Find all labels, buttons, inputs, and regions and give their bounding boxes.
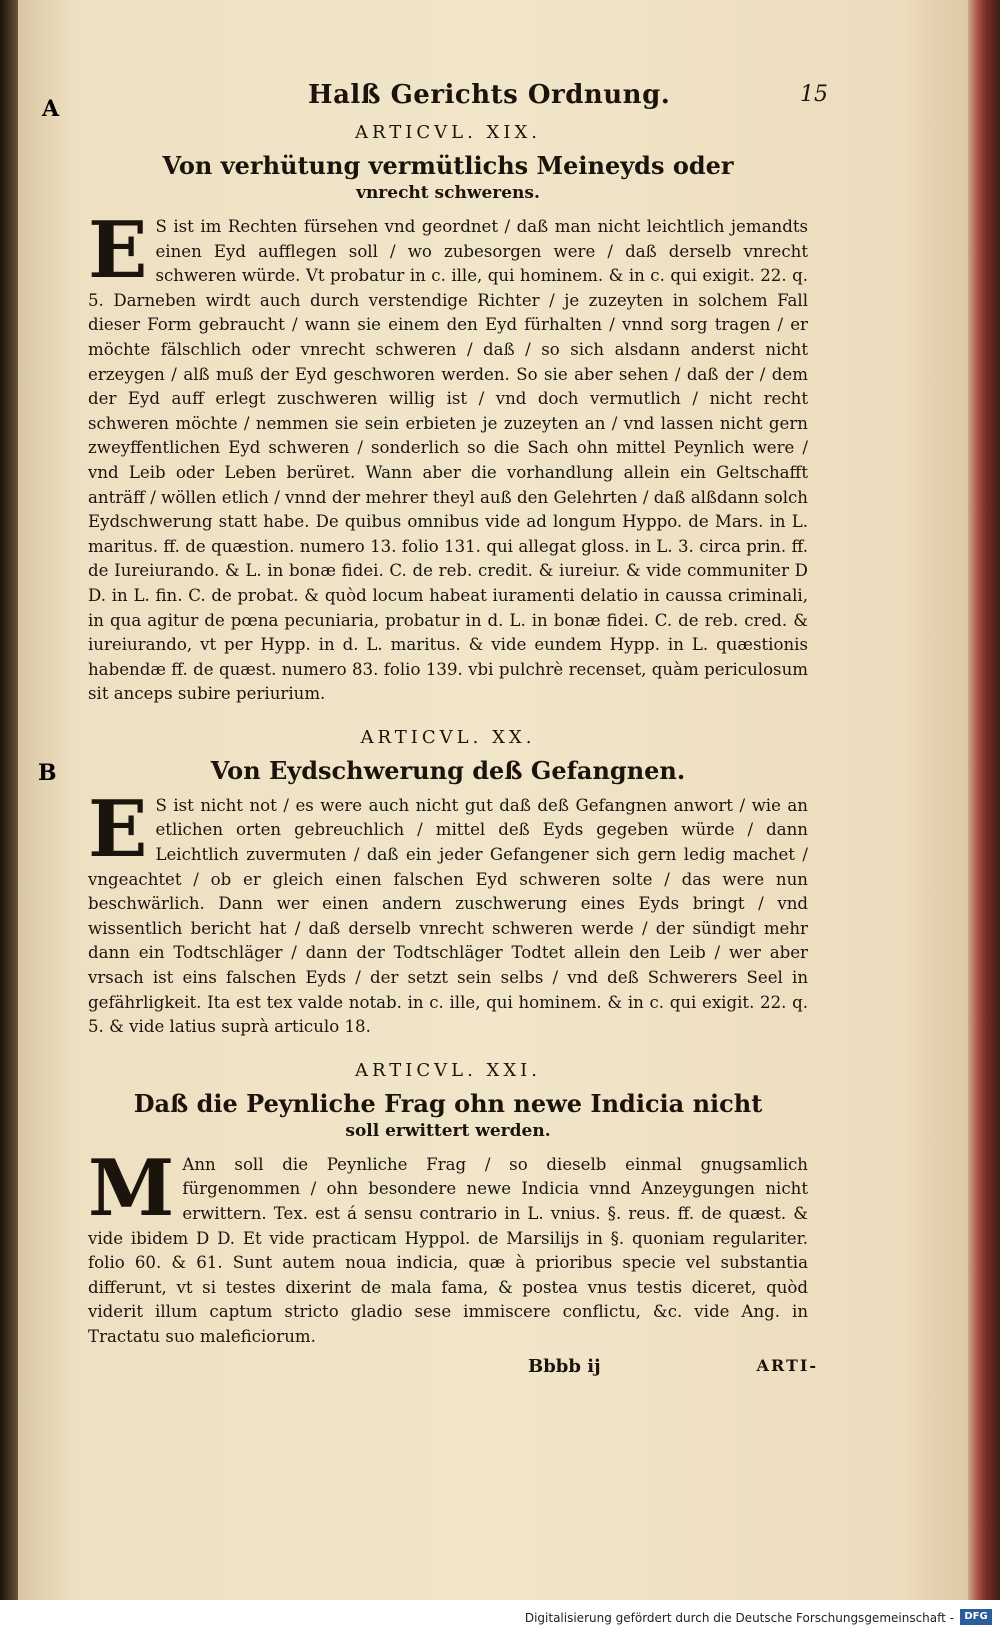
next-page-catchword: ARTI- (756, 1355, 818, 1375)
dropcap-e: E (88, 205, 148, 296)
article-body-21: Ann soll die Peynliche Frag / so dieselb einmal gnugsamlich fürgenommen / ohn besondere newe Indicia vnnd Anzeygungen nicht erwittern. Tex. est á sensu contrario in L. vnius. §. reus. ff. de quæst. & vide ibidem D D. Et vide practicam Hyppol. de Marsilijs in §. quoniam regulariter. folio 60. & 61. Sunt autem noua indicia, quæ à prioribus specie vel substantia differunt, vt si testes dixerint de mala fama, & postea vnus testis diceret, quòd viderit illum captum stricto gladio sese immiscere conflictu, &c. vide Ang. in Tractatu suo maleficiorum. (88, 1154, 808, 1346)
dropcap-e: E (88, 783, 148, 875)
article-label-19: ARTICVL. XIX. (355, 122, 541, 143)
article-text-20 (88, 783, 808, 1040)
article-text-19 (88, 205, 808, 707)
article-label-20: ARTICVL. XX. (360, 726, 536, 748)
catchwords (88, 1355, 818, 1386)
book-page (18, 0, 976, 1600)
footer-bar (0, 1600, 1000, 1635)
dfg-logo: DFG (960, 1609, 992, 1625)
signature-catchword: Bbbb ij (528, 1355, 601, 1377)
footer-credit: Digitalisierung gefördert durch die Deutsche Forschungsgemeinschaft - (524, 1611, 954, 1625)
article-title-19: Von verhütung vermütlichs Meineyds oder (162, 151, 734, 180)
article-body-19: S ist im Rechten fürsehen vnd geordnet / daß man nicht leichtlich jemandts einen Eyd aufflegen soll / wo zubesorgen were / daß derselb vnrecht schweren würde. Vt probatur in c. ille, qui hominem. & in c. qui exigit. 22. q. 5. Darneben wirdt auch durch verstendige Richter / je zuzeyten in solchem Fall dieser Form gebraucht / wann sie einem den Eyd fürhalten / vnnd sorg tragen / er möchte fälschlich oder vnrecht schweren / daß / so sich alsdann anderst nicht erzeygen / alß muß der Eyd geschworen werden. So sie aber sehen / daß der / dem der Eyd auff erlegt zuschweren willig ist / vnd doch vermutlich / nicht recht schweren möchte / nemmen sie sein erbieten je zuzeyten an / vnd lassen nicht gern zweyffentlichen Eyd schweren / sonderlich so die Sach ohn mittel Peynlich were / vnd Leib oder Leben berüret. Wann aber die vorhandlung allein ein Geltschafft anträff / wöllen etlich / vnnd der mehrer theyl auß den Gelehrten / daß alßdann solch Eydschwerung statt habe. De quibus omnibus vide ad longum Hyppo. de Mars. in L. maritus. ff. de quæstion. numero 13. folio 131. qui allegat gloss. in L. 3. circa prin. ff. de Iureiurando. & L. in bonæ fidei. C. de reb. credit. & iureiur. & vide communiter D D. in L. fin. C. de probat. & quòd locum habeat iuramenti delatio in caussa criminali, in qua agitur de pœna pecuniaria, probatur in d. L. in bonæ fidei. C. de reb. cred. & iureiurando, vt per Hypp. in d. L. maritus. & vide eundem Hypp. in L. quæstionis habendæ ff. de quæst. numero 83. folio 139. vbi pulchrè recenset, quàm periculosum sit anceps subire periurium. (88, 217, 808, 704)
article-label-21: ARTICVL. XXI. (355, 1059, 541, 1081)
article-body-20: S ist nicht not / es were auch nicht gut daß deß Gefangnen anwort / wie an etlichen orten gebreuchlich / mittel deß Eyds gegeben würde / dann Leichtlich zuvermuten / daß ein jeder Gefangener sich gern ledig machet / vngeachtet / ob er gleich einen falschen Eyd schweren solte / das were nun beschwärlich. Dann wer einen andern zuschwerung eines Eyds bringt / vnd wissentlich bericht hat / daß derselb vnrecht schweren werde / der sündigt mehr dann ein Todtschläger / dann der Todtschläger Todtet allein den Leib / wer aber vrsach ist eins falschen Eyds / der setzt sein selbs / vnd deß Schwerers Seel in gefährligkeit. Ita est tex valde notab. in c. ille, qui hominem. & in c. qui exigit. 22. q. 5. & vide latius suprà articulo 18. (88, 795, 808, 1037)
signature-mark-a: A (42, 96, 60, 122)
page-edge-fore (968, 0, 1000, 1635)
signature-mark-b: B (38, 760, 57, 786)
article-title-20: Von Eydschwerung deß Gefangnen. (210, 755, 686, 785)
article-text-21 (88, 1142, 808, 1350)
page-content (88, 80, 828, 1386)
article-subtitle-19: vnrecht schwerens. (356, 183, 540, 203)
article-subtitle-21: soll erwittert werden. (345, 1120, 551, 1141)
running-title: Halß Gerichts Ordnung. (308, 80, 671, 110)
dropcap-m: M (88, 1142, 175, 1234)
running-head (88, 80, 828, 116)
article-title-21: Daß die Peynliche Frag ohn newe Indicia nicht (133, 1088, 763, 1118)
folio-number: 15 (800, 82, 828, 107)
